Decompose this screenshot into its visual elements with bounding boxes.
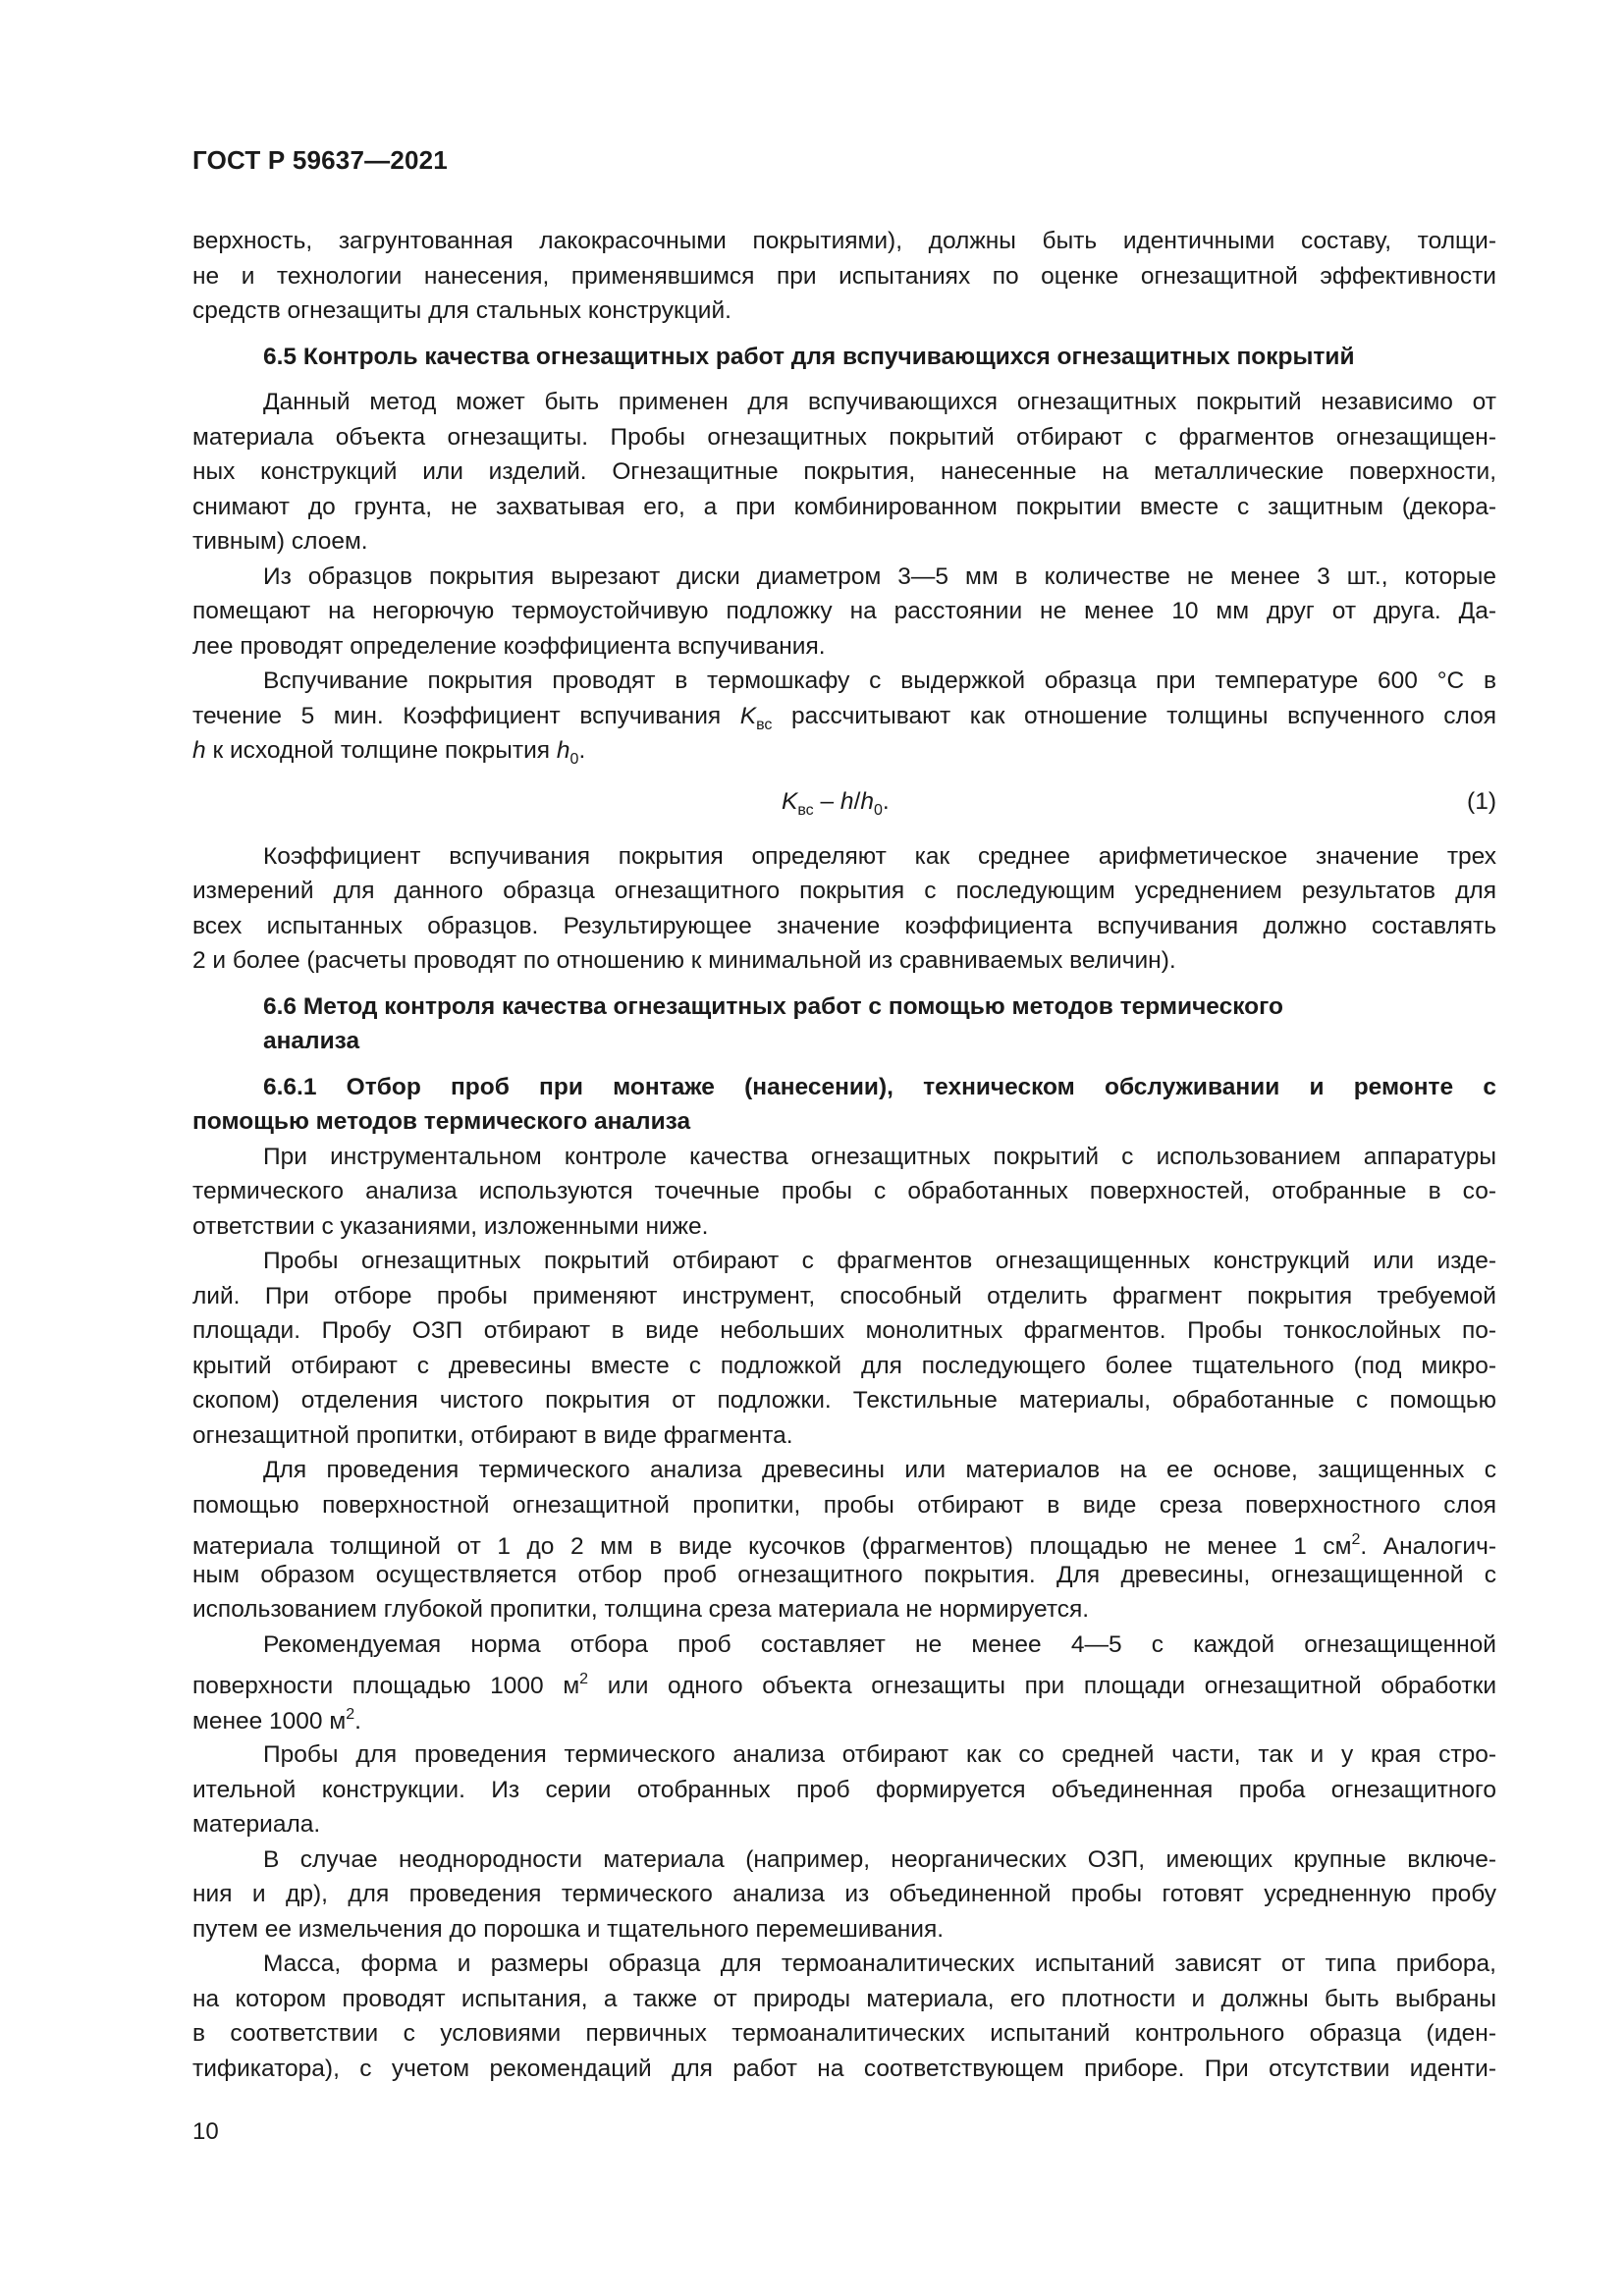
- text-line: Масса, форма и размеры образца для термоаналитических испытаний зависят от типа прибора,: [263, 1950, 1496, 1977]
- text-line: материала объекта огнезащиты. Пробы огнезащитных покрытий отбирают с фрагментов огнезащищен-: [192, 423, 1496, 451]
- text-run: .: [354, 1707, 361, 1735]
- initial-thickness-symbol: h: [556, 737, 570, 764]
- text-run: материала толщиной от 1 до 2 мм в виде кусочков (фрагментов) площадью не менее 1 см: [192, 1533, 1352, 1560]
- heading-text: помощью методов термического анализа: [192, 1108, 691, 1135]
- text-line: термического анализа используются точечные пробы с обработанных поверхностей, отобранные в со-: [192, 1178, 1496, 1204]
- standard-header: ГОСТ Р 59637—2021: [192, 145, 448, 175]
- text-line: Из образцов покрытия вырезают диски диаметром 3—5 мм в количестве не менее 3 шт., которые: [263, 562, 1496, 590]
- section-6-6-1-paragraph-1: [192, 1140, 1496, 1245]
- text-run: .: [578, 737, 586, 764]
- formula-k: K: [782, 787, 798, 815]
- formula-row: [192, 773, 1496, 831]
- heading-text: 6.6 Метод контроля качества огнезащитных работ с помощью методов термического: [263, 992, 1283, 1020]
- text-line: средств огнезащиты для стальных конструкций.: [192, 297, 731, 324]
- text-run: менее 1000 м: [192, 1707, 347, 1735]
- formula-slash: /: [853, 787, 861, 815]
- initial-thickness-subscript: 0: [569, 751, 579, 768]
- page-number: 10: [192, 2118, 219, 2145]
- text-line: использованием глубокой пропитки, толщина среза материала не нормируется.: [192, 1596, 1090, 1623]
- text-line: Рекомендуемая норма отбора проб составляет не менее 4—5 с каждой огнезащищенной: [263, 1630, 1496, 1658]
- text-line: Данный метод может быть применен для вспучивающихся огнезащитных покрытий независимо от: [263, 389, 1496, 415]
- section-6-5-paragraph-3: [192, 664, 1496, 769]
- text-line: [192, 699, 1496, 734]
- text-run: . Аналогич-: [1360, 1533, 1497, 1560]
- section-6-5-paragraph-1: [192, 385, 1496, 560]
- section-6-6-1-paragraph-5: [192, 1737, 1496, 1842]
- text-line: крытий отбирают с древесины вместе с подложкой для последующего более тщательного (под микро-: [192, 1352, 1496, 1379]
- section-6-6-1-paragraph-3: [192, 1453, 1496, 1628]
- intro-paragraph: [192, 224, 1496, 329]
- text-line: верхность, загрунтованная лакокрасочными покрытиями), должны быть идентичными составу, толщи-: [192, 228, 1496, 254]
- section-6-6-heading: [192, 989, 1496, 1059]
- superscript: 2: [1351, 1531, 1361, 1548]
- section-6-6-1-paragraph-2: [192, 1244, 1496, 1453]
- text-line: ния и др), для проведения термического анализа из объединенной пробы готовят усредненную пробу: [192, 1881, 1496, 1907]
- section-6-5-paragraph-4: [192, 839, 1496, 979]
- page-content: [192, 224, 1496, 2086]
- section-6-5-paragraph-2: [192, 560, 1496, 665]
- text-line: тификатора), с учетом рекомендаций для работ на соответствующем приборе. При отсутствии иденти-: [192, 2055, 1496, 2082]
- section-6-6-1-paragraph-6: [192, 1842, 1496, 1948]
- text-line: огнезащитной пропитки, отбирают в виде фрагмента.: [192, 1421, 793, 1449]
- text-line: Пробы для проведения термического анализа отбирают как со средней части, так и у края стро-: [263, 1741, 1496, 1768]
- section-6-6-1-paragraph-7: [192, 1947, 1496, 2086]
- formula-k-subscript: вс: [797, 801, 814, 819]
- text-line: всех испытанных образцов. Результирующее значение коэффициента вспучивания должно составлять: [192, 912, 1496, 939]
- text-line: ных конструкций или изделий. Огнезащитные покрытия, нанесенные на металлические поверхности,: [192, 458, 1496, 485]
- text-line: снимают до грунта, не захватывая его, а при комбинированном покрытии вместе с защитным (декора-: [192, 493, 1496, 520]
- text-line: путем ее измельчения до порошка и тщательного перемешивания.: [192, 1915, 945, 1943]
- superscript: 2: [579, 1671, 589, 1687]
- text-run: рассчитывают как отношение толщины вспученного слоя: [772, 702, 1497, 729]
- text-line: скопом) отделения чистого покрытия от подложки. Текстильные материалы, обработанные с помощью: [192, 1387, 1496, 1414]
- text-line: тивным) слоем.: [192, 528, 368, 555]
- text-line: Пробы огнезащитных покрытий отбирают с фрагментов огнезащищенных конструкций или изде-: [263, 1248, 1496, 1274]
- text-run: поверхности площадью 1000 м: [192, 1673, 580, 1699]
- text-line: не и технологии нанесения, применявшимся при испытаниях по оценке огнезащитной эффективности: [192, 262, 1496, 290]
- text-line: ительной конструкции. Из серии отобранных проб формируется объединенная проба огнезащитного: [192, 1776, 1496, 1803]
- text-line: материала.: [192, 1811, 321, 1838]
- thickness-symbol: h: [192, 737, 206, 764]
- text-line: [192, 733, 1496, 769]
- text-line: лий. При отборе пробы применяют инструмент, способный отделить фрагмент покрытия требуемой: [192, 1282, 1496, 1309]
- formula-end: .: [882, 787, 890, 815]
- text-line: площади. Пробу ОЗП отбирают в виде небольших монолитных фрагментов. Пробы тонкослойных по-: [192, 1317, 1496, 1344]
- text-line: в соответствии с условиями первичных термоаналитических испытаний контрольного образца (иден-: [192, 2020, 1496, 2047]
- heading-text: анализа: [263, 1028, 360, 1054]
- section-6-6-1-heading: [192, 1070, 1496, 1140]
- text-line: [192, 1697, 1496, 1733]
- formula-h: h: [839, 787, 854, 815]
- text-line: помещают на негорючую термоустойчивую подложку на расстоянии не менее 10 мм друг от друга. Да-: [192, 598, 1496, 624]
- formula-number: (1): [1467, 787, 1496, 815]
- text-line: [192, 1662, 1496, 1697]
- formula-h0-subscript: 0: [874, 801, 883, 819]
- coefficient-symbol: K: [739, 702, 757, 729]
- text-run: течение 5 мин. Коэффициент вспучивания: [192, 702, 740, 729]
- text-line: При инструментальном контроле качества огнезащитных покрытий с использованием аппаратуры: [263, 1143, 1496, 1170]
- text-line: 2 и более (расчеты проводят по отношению к минимальной из сравниваемых величин).: [192, 947, 1176, 974]
- text-line: на котором проводят испытания, а также от природы материала, его плотности и должны быть выбраны: [192, 1985, 1496, 2012]
- text-line: измерений для данного образца огнезащитного покрытия с последующим усреднением результатов для: [192, 878, 1496, 904]
- heading-text: 6.6.1 Отбор проб при монтаже (нанесении), техническом обслуживании и ремонте с: [263, 1073, 1496, 1100]
- text-line: Коэффициент вспучивания покрытия определяют как среднее арифметическое значение трех: [263, 842, 1496, 870]
- coefficient-subscript: вс: [756, 716, 773, 733]
- text-line: Для проведения термического анализа древесины или материалов на ее основе, защищенных с: [263, 1457, 1496, 1483]
- section-6-5-heading: [192, 340, 1496, 375]
- formula: [782, 784, 890, 828]
- text-line: лее проводят определение коэффициента вспучивания.: [192, 632, 826, 660]
- text-line: [192, 1522, 1496, 1558]
- text-run: или одного объекта огнезащиты при площади огнезащитной обработки: [588, 1673, 1497, 1699]
- text-line: В случае неоднородности материала (например, неорганических ОЗП, имеющих крупные включе-: [263, 1845, 1496, 1873]
- text-line: помощью поверхностной огнезащитной пропитки, пробы отбирают в виде среза поверхностного слоя: [192, 1491, 1496, 1519]
- superscript: 2: [346, 1705, 355, 1723]
- heading-text: 6.5 Контроль качества огнезащитных работ для вспучивающихся огнезащитных покрытий: [263, 343, 1355, 370]
- section-6-6-1-paragraph-4: [192, 1628, 1496, 1733]
- text-run: к исходной толщине покрытия: [205, 737, 557, 764]
- text-line: Вспучивание покрытия проводят в термошкафу с выдержкой образца при температуре 600 °С в: [263, 667, 1496, 694]
- text-line: ответствии с указаниями, изложенными ниже.: [192, 1212, 709, 1240]
- text-line: ным образом осуществляется отбор проб огнезащитного покрытия. Для древесины, огнезащищенной с: [192, 1561, 1496, 1588]
- formula-h0: h: [860, 787, 875, 815]
- formula-operator: –: [813, 787, 840, 815]
